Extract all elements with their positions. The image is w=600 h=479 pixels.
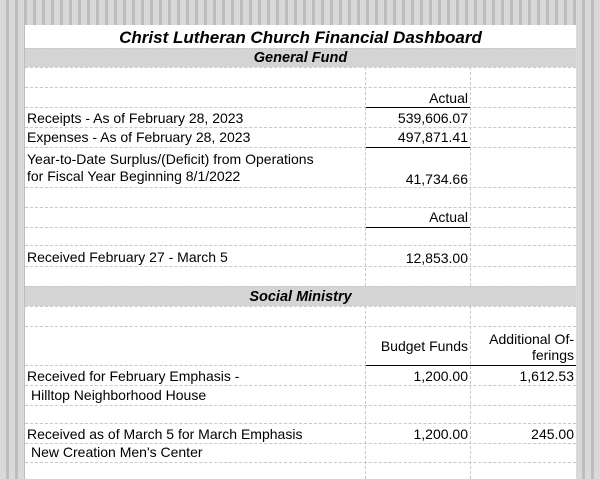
mar-emphasis-label-line2: New Creation Men's Center (31, 444, 203, 460)
surplus-value: 41,734.66 (405, 171, 468, 187)
grid-line (25, 306, 576, 307)
header-underline (366, 107, 470, 108)
actual-header-2: Actual (429, 209, 468, 225)
feb-budget-value: 1,200.00 (413, 368, 468, 384)
receipts-label: Receipts - As of February 28, 2023 (27, 110, 244, 126)
grid-line (25, 405, 576, 406)
general-fund-heading: General Fund (253, 50, 348, 66)
receipts-value: 539,606.07 (397, 110, 468, 126)
surplus-label-line1: Year-to-Date Surplus/(Deficit) from Operations (27, 151, 314, 167)
mar-emphasis-label-line1: Received as of March 5 for March Emphasis (27, 426, 303, 442)
grid-line (25, 385, 576, 386)
header-underline (366, 227, 470, 228)
additional-offerings-header-line2: ferings (531, 347, 574, 363)
page-title: Christ Lutheran Church Financial Dashboard (119, 28, 482, 47)
additional-offerings-header-line1: Additional Of- (489, 331, 574, 347)
grid-line (25, 147, 576, 148)
surplus-label-line2: for Fiscal Year Beginning 8/1/2022 (27, 168, 241, 184)
mar-additional-value: 245.00 (531, 426, 574, 442)
feb-additional-value: 1,612.53 (519, 368, 574, 384)
mar-budget-value: 1,200.00 (413, 426, 468, 442)
received-week-value: 12,853.00 (405, 250, 468, 266)
grid-line (25, 87, 576, 88)
grid-line (25, 127, 576, 128)
grid-line (25, 207, 576, 208)
actual-header: Actual (429, 90, 468, 106)
grid-line (25, 423, 576, 424)
grid-line (25, 286, 576, 287)
grid-line (25, 266, 576, 267)
grid-line (25, 107, 576, 108)
received-week-label: Received February 27 - March 5 (27, 249, 228, 265)
expenses-underline (366, 147, 470, 148)
feb-emphasis-label-line2: Hilltop Neighborhood House (31, 387, 207, 403)
grid-line (25, 462, 576, 463)
expenses-value: 497,871.41 (397, 129, 468, 145)
grid-line (25, 67, 576, 68)
grid-line (470, 67, 471, 286)
grid-line (25, 326, 576, 327)
grid-line (365, 306, 366, 479)
grid-line (25, 187, 576, 188)
social-ministry-heading: Social Ministry (249, 289, 352, 305)
grid-line (25, 227, 576, 228)
grid-line (25, 245, 576, 246)
budget-funds-header: Budget Funds (380, 338, 468, 354)
header-underline (366, 365, 576, 366)
feb-emphasis-label-line1: Received for February Emphasis - (27, 368, 240, 384)
expenses-label: Expenses - As of February 28, 2023 (27, 129, 251, 145)
